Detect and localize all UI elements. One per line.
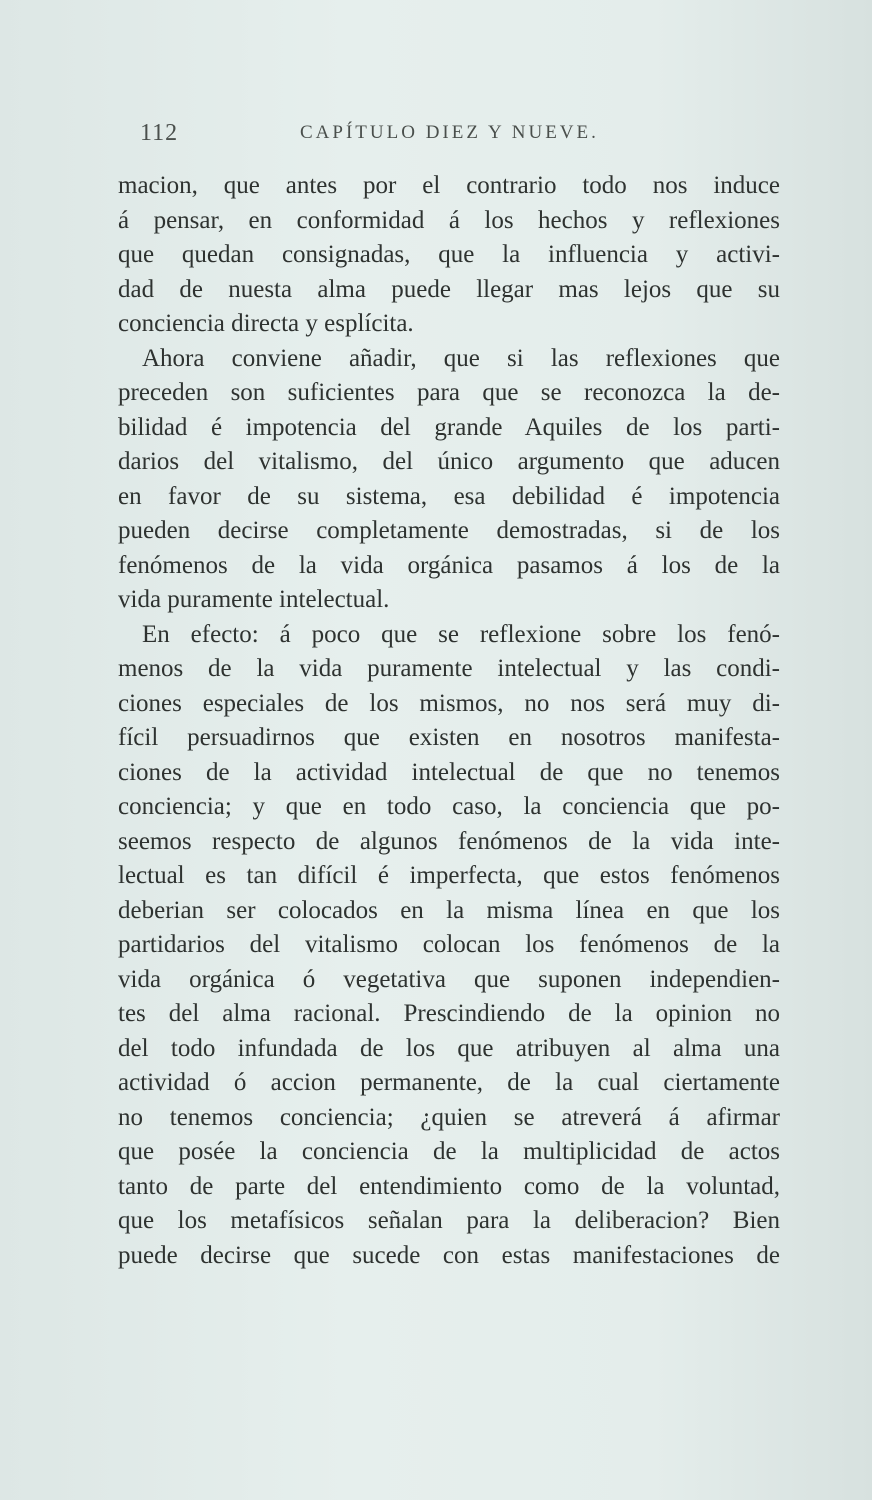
text-line: fenómenos de la vida orgánica pasamos á los de la [118,551,780,579]
body-text [118,169,780,1273]
text-line: vida orgánica ó vegetativa que suponen independien- [118,965,780,993]
text-line: preceden son suficientes para que se reconozca la de- [118,379,780,406]
text-line: pueden decirse completamente demostradas, si de los [118,517,780,544]
running-head [140,120,780,154]
text-line: macion, que antes por el contrario todo nos induce [118,172,780,199]
text-line: no tenemos conciencia; ¿quien se atreverá á afirmar [118,1103,780,1131]
text-line: del todo infundada de los que atribuyen al alma una [118,1034,780,1062]
text-line: actividad ó accion permanente, de la cual ciertamente [118,1069,780,1096]
text-line: en favor de su sistema, esa debilidad é impotencia [118,482,780,510]
text-line: darios del vitalismo, del único argumento que aducen [118,448,780,475]
text-line: vida puramente intelectual. [118,586,390,613]
text-line: ciones especiales de los mismos, no nos será muy di- [118,689,780,717]
text-line: Ahora conviene añadir, que si las reflexiones que [142,344,780,372]
text-line: En efecto: á poco que se reflexione sobre los fenó- [142,620,780,648]
text-line: partidarios del vitalismo colocan los fenómenos de la [118,931,780,958]
text-line: dad de nuesta alma puede llegar mas lejos que su [118,275,780,303]
text-line: que quedan consignadas, que la influencia y activi- [118,241,780,268]
text-line: bilidad é impotencia del grande Aquiles de los parti- [118,413,780,441]
chapter-title: CAPÍTULO DIEZ Y NUEVE. [300,122,599,143]
text-line: puede decirse que sucede con estas manifestaciones de [118,1241,780,1269]
text-line: á pensar, en conformidad á los hechos y reflexiones [118,206,780,234]
text-line: ciones de la actividad intelectual de que no tenemos [118,758,780,786]
text-line: fícil persuadirnos que existen en nosotros manifesta- [118,724,780,751]
text-line: que posée la conciencia de la multiplicidad de actos [118,1138,780,1165]
text-line: conciencia directa y esplícita. [118,310,414,337]
text-line: conciencia; y que en todo caso, la conciencia que po- [118,793,780,820]
text-line: tanto de parte del entendimiento como de la voluntad, [118,1172,780,1200]
page-number: 112 [140,120,179,146]
text-line: menos de la vida puramente intelectual y las condi- [118,655,780,682]
text-line: seemos respecto de algunos fenómenos de la vida inte- [118,827,780,855]
text-line: lectual es tan difícil é imperfecta, que estos fenómenos [118,862,780,889]
text-line: que los metafísicos señalan para la deliberacion? Bien [118,1207,780,1234]
text-line: tes del alma racional. Prescindiendo de la opinion no [118,1000,780,1027]
text-line: deberian ser colocados en la misma línea en que los [118,896,780,924]
